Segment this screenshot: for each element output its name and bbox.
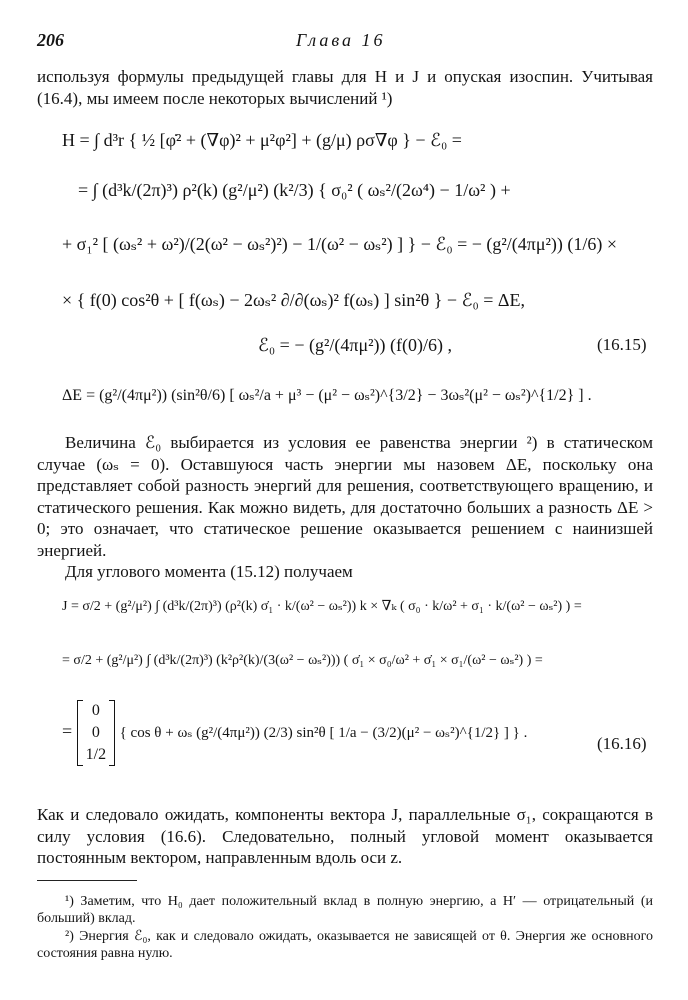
equation-delta-e: ΔE = (g²/(4πμ²)) (sin²θ/6) [ ωₛ²/a + μ³ − (μ² − ωₛ²)^{3/2} − 3ωₛ²(μ² − ωₛ²)^{1/2} ] . (62, 387, 592, 404)
paragraph-conclusion: Как и следовало ожидать, компоненты вектора J, параллельные σ₁, сокращаются в силу условия (16.6). Следовательно, полный угловой момент оказывается постоянным вектором, направленным вдоль оси z. (37, 805, 653, 867)
paragraph-angular-momentum: Для углового момента (15.12) получаем (65, 562, 353, 581)
page-number: 206 (37, 30, 64, 50)
equation-e0: ℰ₀ = − (g²/(4πμ²)) (f(0)/6) , (258, 335, 452, 355)
footnote-divider (37, 880, 137, 881)
matrix-entry: 0 (91, 724, 100, 741)
equation-number-16-16: (16.16) (597, 734, 647, 753)
chapter-title: Глава 16 (296, 30, 386, 50)
footnote-1: ¹) Заметим, что H₀ дает положительный вклад в полную энергию, а H′ — отрицательный (и больший) вклад. (37, 894, 653, 926)
equation-h-line-1: H = ∫ d³r { ½ [φ̇² + (∇φ)² + μ²φ²] + (g/μ) ρσ∇φ } − ℰ₀ = (62, 130, 462, 150)
equation-h-line-3: + σ₁² [ (ωₛ² + ω²)/(2(ω² − ωₛ²)²) − 1/(ω² − ωₛ²) ] } − ℰ₀ = − (g²/(4πμ²)) (1/6) × (62, 234, 618, 254)
equation-j-line-3: = 0 0 1/2 { cos θ + ωₛ (g²/(4πμ²)) (2/3) sin²θ [ 1/a − (3/2)(μ² − ωₛ²)^{1/2} ] } . (62, 700, 527, 766)
equation-number-16-15: (16.15) (597, 335, 647, 354)
equation-h-line-2: = ∫ (d³k/(2π)³) ρ²(k) (g²/μ²) (k²/3) { σ₀² ( ωₛ²/(2ω⁴) − 1/ω² ) + (78, 180, 511, 200)
matrix-entry: 1/2 (85, 746, 107, 763)
column-vector (77, 700, 115, 766)
equation-j-line-1: J = σ/2 + (g²/μ²) ∫ (d³k/(2π)³) (ρ²(k) σ̇₁ · k/(ω² − ωₛ²)) k × ∇ₖ ( σ₀ · k/ω² + σ₁ · k/(ω² − ωₛ²) ) = (62, 599, 582, 614)
paragraph-e0: Величина ℰ₀ выбирается из условия ее равенства энергии ²) в статическом случае (ωₛ = 0). Оставшуюся часть энергии мы назовем ΔE, поскольку она представляет собой разность энергий для решения, соответствующего вращению, и статического решения. Как можно видеть, для достаточно больших a разность ΔE > 0; это означает, что статическое решение оказывается решением с наинизшей энергией. (37, 433, 653, 560)
matrix-entry: 0 (91, 702, 100, 719)
footnote-2: ²) Энергия ℰ₀, как и следовало ожидать, оказывается не зависящей от θ. Энергия же основного состояния равна нулю. (37, 929, 653, 961)
paragraph-intro: используя формулы предыдущей главы для H и J и опуская изоспин. Учитывая (16.4), мы имеем после некоторых вычислений ¹) (37, 67, 653, 108)
equation-j-bracket: { cos θ + ωₛ (g²/(4πμ²)) (2/3) sin²θ [ 1/a − (3/2)(μ² − ωₛ²)^{1/2} ] } . (119, 725, 528, 742)
equation-j-line-2: = σ/2 + (g²/μ²) ∫ (d³k/(2π)³) (k²ρ²(k)/(3(ω² − ωₛ²))) ( σ̇₁ × σ₀/ω² + σ̇₁ × σ₁/(ω² − ωₛ²) ) = (62, 653, 543, 668)
equation-h-line-4: × { f(0) cos²θ + [ f(ωₛ) − 2ωₛ² ∂/∂(ωₛ)² f(ωₛ) ] sin²θ } − ℰ₀ = ΔE, (62, 290, 525, 310)
